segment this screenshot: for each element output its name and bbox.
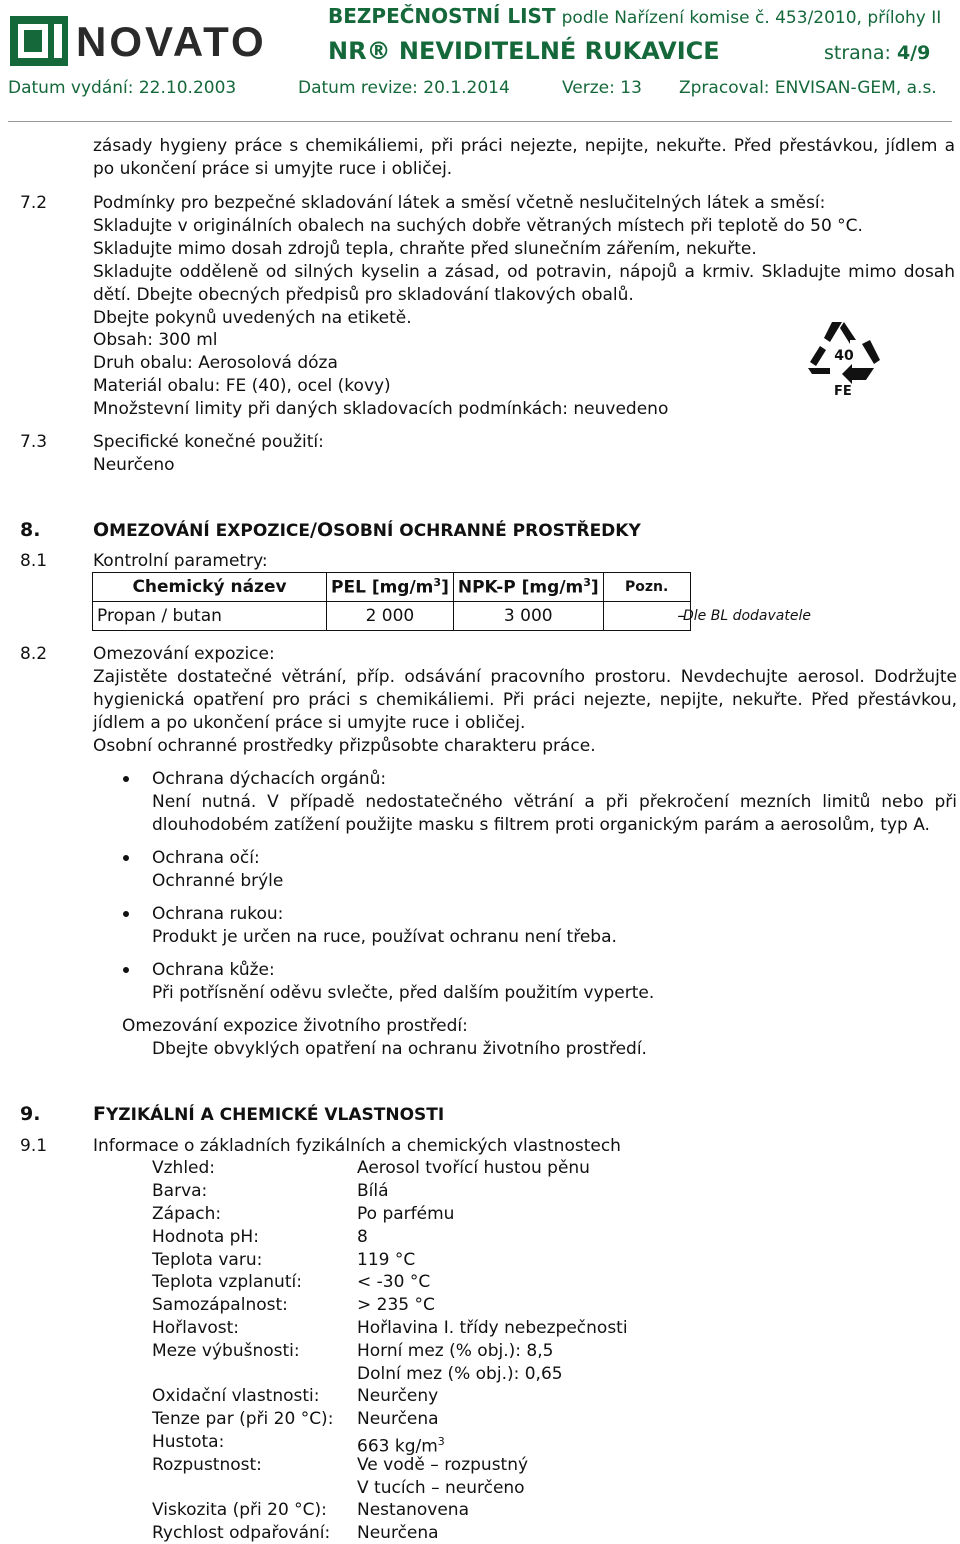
section-9-num: 9. bbox=[20, 1103, 41, 1125]
property-value: < -30 °C bbox=[357, 1272, 431, 1292]
table-cell: 3 000 bbox=[453, 602, 603, 631]
section-8-1-num: 8.1 bbox=[20, 551, 48, 571]
property-label: Meze výbušnosti: bbox=[152, 1341, 300, 1361]
recycle-label: FE bbox=[834, 384, 852, 399]
property-label: Teplota vzplanutí: bbox=[152, 1272, 302, 1292]
property-value: V tucích – neurčeno bbox=[357, 1478, 525, 1498]
storage-text-2: Skladujte mimo dosah zdrojů tepla, chraňte před slunečním zářením, nekuřte. bbox=[93, 239, 757, 259]
storage-text-1: Skladujte v originálních obalech na suchých dobře větraných místech při teplotě do 50 °C. bbox=[93, 216, 863, 236]
storage-text-4: Dbejte pokynů uvedených na etiketě. bbox=[93, 308, 412, 328]
section-8-2-num: 8.2 bbox=[20, 644, 48, 664]
section-7-3-value: Neurčeno bbox=[93, 455, 175, 475]
novato-logo bbox=[10, 14, 298, 68]
bullet-dot bbox=[123, 967, 129, 973]
property-value: > 235 °C bbox=[357, 1295, 435, 1315]
package-type: Druh obalu: Aerosolová dóza bbox=[93, 353, 338, 373]
property-value: 8 bbox=[357, 1227, 368, 1247]
title-main: BEZPEČNOSTNÍ LIST bbox=[328, 4, 556, 28]
property-label: Hodnota pH: bbox=[152, 1227, 259, 1247]
section-9-title: FYZIKÁLNÍ A CHEMICKÉ VLASTNOSTI bbox=[93, 1103, 445, 1125]
bullet-title: Ochrana očí: bbox=[152, 848, 260, 868]
section-8-2-title: Omezování expozice: bbox=[93, 644, 275, 664]
bullet-title: Ochrana rukou: bbox=[152, 904, 284, 924]
property-value: Bílá bbox=[357, 1181, 389, 1201]
property-value: 119 °C bbox=[357, 1250, 416, 1270]
property-label: Teplota varu: bbox=[152, 1250, 263, 1270]
bullet-title: Ochrana kůže: bbox=[152, 960, 275, 980]
property-label: Barva: bbox=[152, 1181, 208, 1201]
property-value: Ve vodě – rozpustný bbox=[357, 1455, 529, 1475]
section-9-1-num: 9.1 bbox=[20, 1136, 48, 1156]
section-7-2-title: Podmínky pro bezpečné skladování látek a směsí včetně neslučitelných látek a směsí: bbox=[93, 193, 826, 213]
page-value: 4/9 bbox=[896, 42, 931, 64]
property-label: Rychlost odpařování: bbox=[152, 1523, 331, 1543]
issue-date: Datum vydání: 22.10.2003 bbox=[8, 78, 237, 98]
revision-date: Datum revize: 20.1.2014 bbox=[298, 78, 510, 98]
table-row bbox=[93, 602, 691, 631]
section-7-3-title: Specifické konečné použití: bbox=[93, 432, 324, 452]
section-7-2-num: 7.2 bbox=[20, 193, 48, 213]
table-cell: 2 000 bbox=[327, 602, 454, 631]
title-sub: podle Nařízení komise č. 453/2010, přílohy II bbox=[561, 8, 942, 28]
property-label: Hustota: bbox=[152, 1432, 225, 1452]
property-label: Hořlavost: bbox=[152, 1318, 240, 1338]
env-exposure-text: Dbejte obvyklých opatření na ochranu životního prostředí. bbox=[152, 1039, 647, 1059]
property-value: 663 $kg/m^3$ bbox=[357, 1435, 445, 1457]
exposure-text: Zajistěte dostatečné větrání, příp. odsávání pracovního prostoru. Nevdechujte aerosol. Dodržujte hygienická opatření pro práci s chemikáliemi. Při práci nejezte, nepijte, nekuřte. Před přestávkou, jídlem a po ukončení práce si umyjte ruce i obličej. bbox=[93, 667, 957, 733]
section-8-1-title: Kontrolní parametry: bbox=[93, 551, 268, 571]
bullet-text: Ochranné brýle bbox=[152, 871, 284, 891]
env-exposure-title: Omezování expozice životního prostředí: bbox=[122, 1016, 468, 1036]
table-header: Chemický název bbox=[93, 573, 327, 602]
section-8-num: 8. bbox=[20, 519, 41, 541]
property-label: Oxidační vlastnosti: bbox=[152, 1386, 320, 1406]
property-label: Tenze par (při 20 °C): bbox=[152, 1409, 334, 1429]
brand-name: NOVATO bbox=[76, 18, 267, 65]
property-value: Po parfému bbox=[357, 1204, 455, 1224]
recycle-number: 40 bbox=[834, 348, 854, 364]
recycle-symbol bbox=[804, 318, 884, 402]
table-header-row bbox=[93, 573, 691, 602]
table-note: Dle BL dodavatele bbox=[683, 608, 811, 624]
table-cell: Propan / butan bbox=[93, 602, 327, 631]
bullet-dot bbox=[123, 776, 129, 782]
property-value: Neurčena bbox=[357, 1523, 439, 1543]
bullet-dot bbox=[123, 855, 129, 861]
page-label: strana: bbox=[824, 42, 891, 64]
page-number bbox=[824, 42, 930, 64]
property-label: Vzhled: bbox=[152, 1158, 216, 1178]
property-value: Neurčena bbox=[357, 1409, 439, 1429]
quantity-limits: Množstevní limity při daných skladovacích podmínkách: neuvedeno bbox=[93, 399, 669, 419]
section-9-1-title: Informace o základních fyzikálních a chemických vlastnostech bbox=[93, 1136, 621, 1156]
bullet-title: Ochrana dýchacích orgánů: bbox=[152, 769, 387, 789]
version: Verze: 13 bbox=[562, 78, 642, 98]
table-header: NPK-P $[mg/m^3]$ bbox=[453, 573, 603, 602]
bullet-text: Při potřísnění oděvu svlečte, před dalším použitím vyperte. bbox=[152, 983, 655, 1003]
property-label: Viskozita (při 20 °C): bbox=[152, 1500, 327, 1520]
property-label: Zápach: bbox=[152, 1204, 222, 1224]
table-header: Pozn. bbox=[603, 573, 690, 602]
ppe-text: Osobní ochranné prostředky přizpůsobte charakteru práce. bbox=[93, 736, 596, 756]
package-content: Obsah: 300 ml bbox=[93, 330, 218, 350]
control-parameters-table bbox=[92, 572, 691, 631]
property-value: Hořlavina I. třídy nebezpečnosti bbox=[357, 1318, 628, 1338]
property-value: Nestanovena bbox=[357, 1500, 470, 1520]
property-label: Rozpustnost: bbox=[152, 1455, 262, 1475]
property-value: Neurčeny bbox=[357, 1386, 439, 1406]
intro-text: zásady hygieny práce s chemikáliemi, při práci nejezte, nepijte, nekuřte. Před přestávkou, jídlem a po ukončení práce si umyjte ruce i obličej. bbox=[93, 136, 955, 179]
bullet-text: Produkt je určen na ruce, používat ochranu není třeba. bbox=[152, 927, 617, 947]
product-name: NR® NEVIDITELNÉ RUKAVICE bbox=[328, 37, 720, 65]
document-title bbox=[328, 4, 941, 28]
package-material: Materiál obalu: FE (40), ocel (kovy) bbox=[93, 376, 391, 396]
property-value: Horní mez (% obj.): 8,5 bbox=[357, 1341, 554, 1361]
prepared-by: Zpracoval: ENVISAN-GEM, a.s. bbox=[679, 78, 937, 98]
recycle-icon bbox=[804, 318, 884, 386]
section-8-title: OMEZOVÁNÍ EXPOZICE/OSOBNÍ OCHRANNÉ PROSTŘEDKY bbox=[93, 519, 641, 541]
bullet-text: Není nutná. V případě nedostatečného větrání a při překročení mezních limitů nebo při dlouhodobém zatížení použijte masku s filtrem proti organickým parám a aerosolům, typ A. bbox=[152, 792, 957, 835]
section-7-3-num: 7.3 bbox=[20, 432, 48, 452]
property-label: Samozápalnost: bbox=[152, 1295, 288, 1315]
table-cell: – bbox=[603, 602, 690, 631]
storage-text-3: Skladujte odděleně od silných kyselin a zásad, od potravin, nápojů a krmiv. Skladujte mimo dosah dětí. Dbejte obecných předpisů pro skladování tlakových obalů. bbox=[93, 262, 955, 305]
bullet-dot bbox=[123, 911, 129, 917]
header-divider bbox=[8, 121, 952, 122]
table-header: PEL $[mg/m^3]$ bbox=[327, 573, 454, 602]
novato-logo-mark bbox=[10, 14, 70, 68]
property-value: Aerosol tvořící hustou pěnu bbox=[357, 1158, 590, 1178]
property-value: Dolní mez (% obj.): 0,65 bbox=[357, 1364, 563, 1384]
